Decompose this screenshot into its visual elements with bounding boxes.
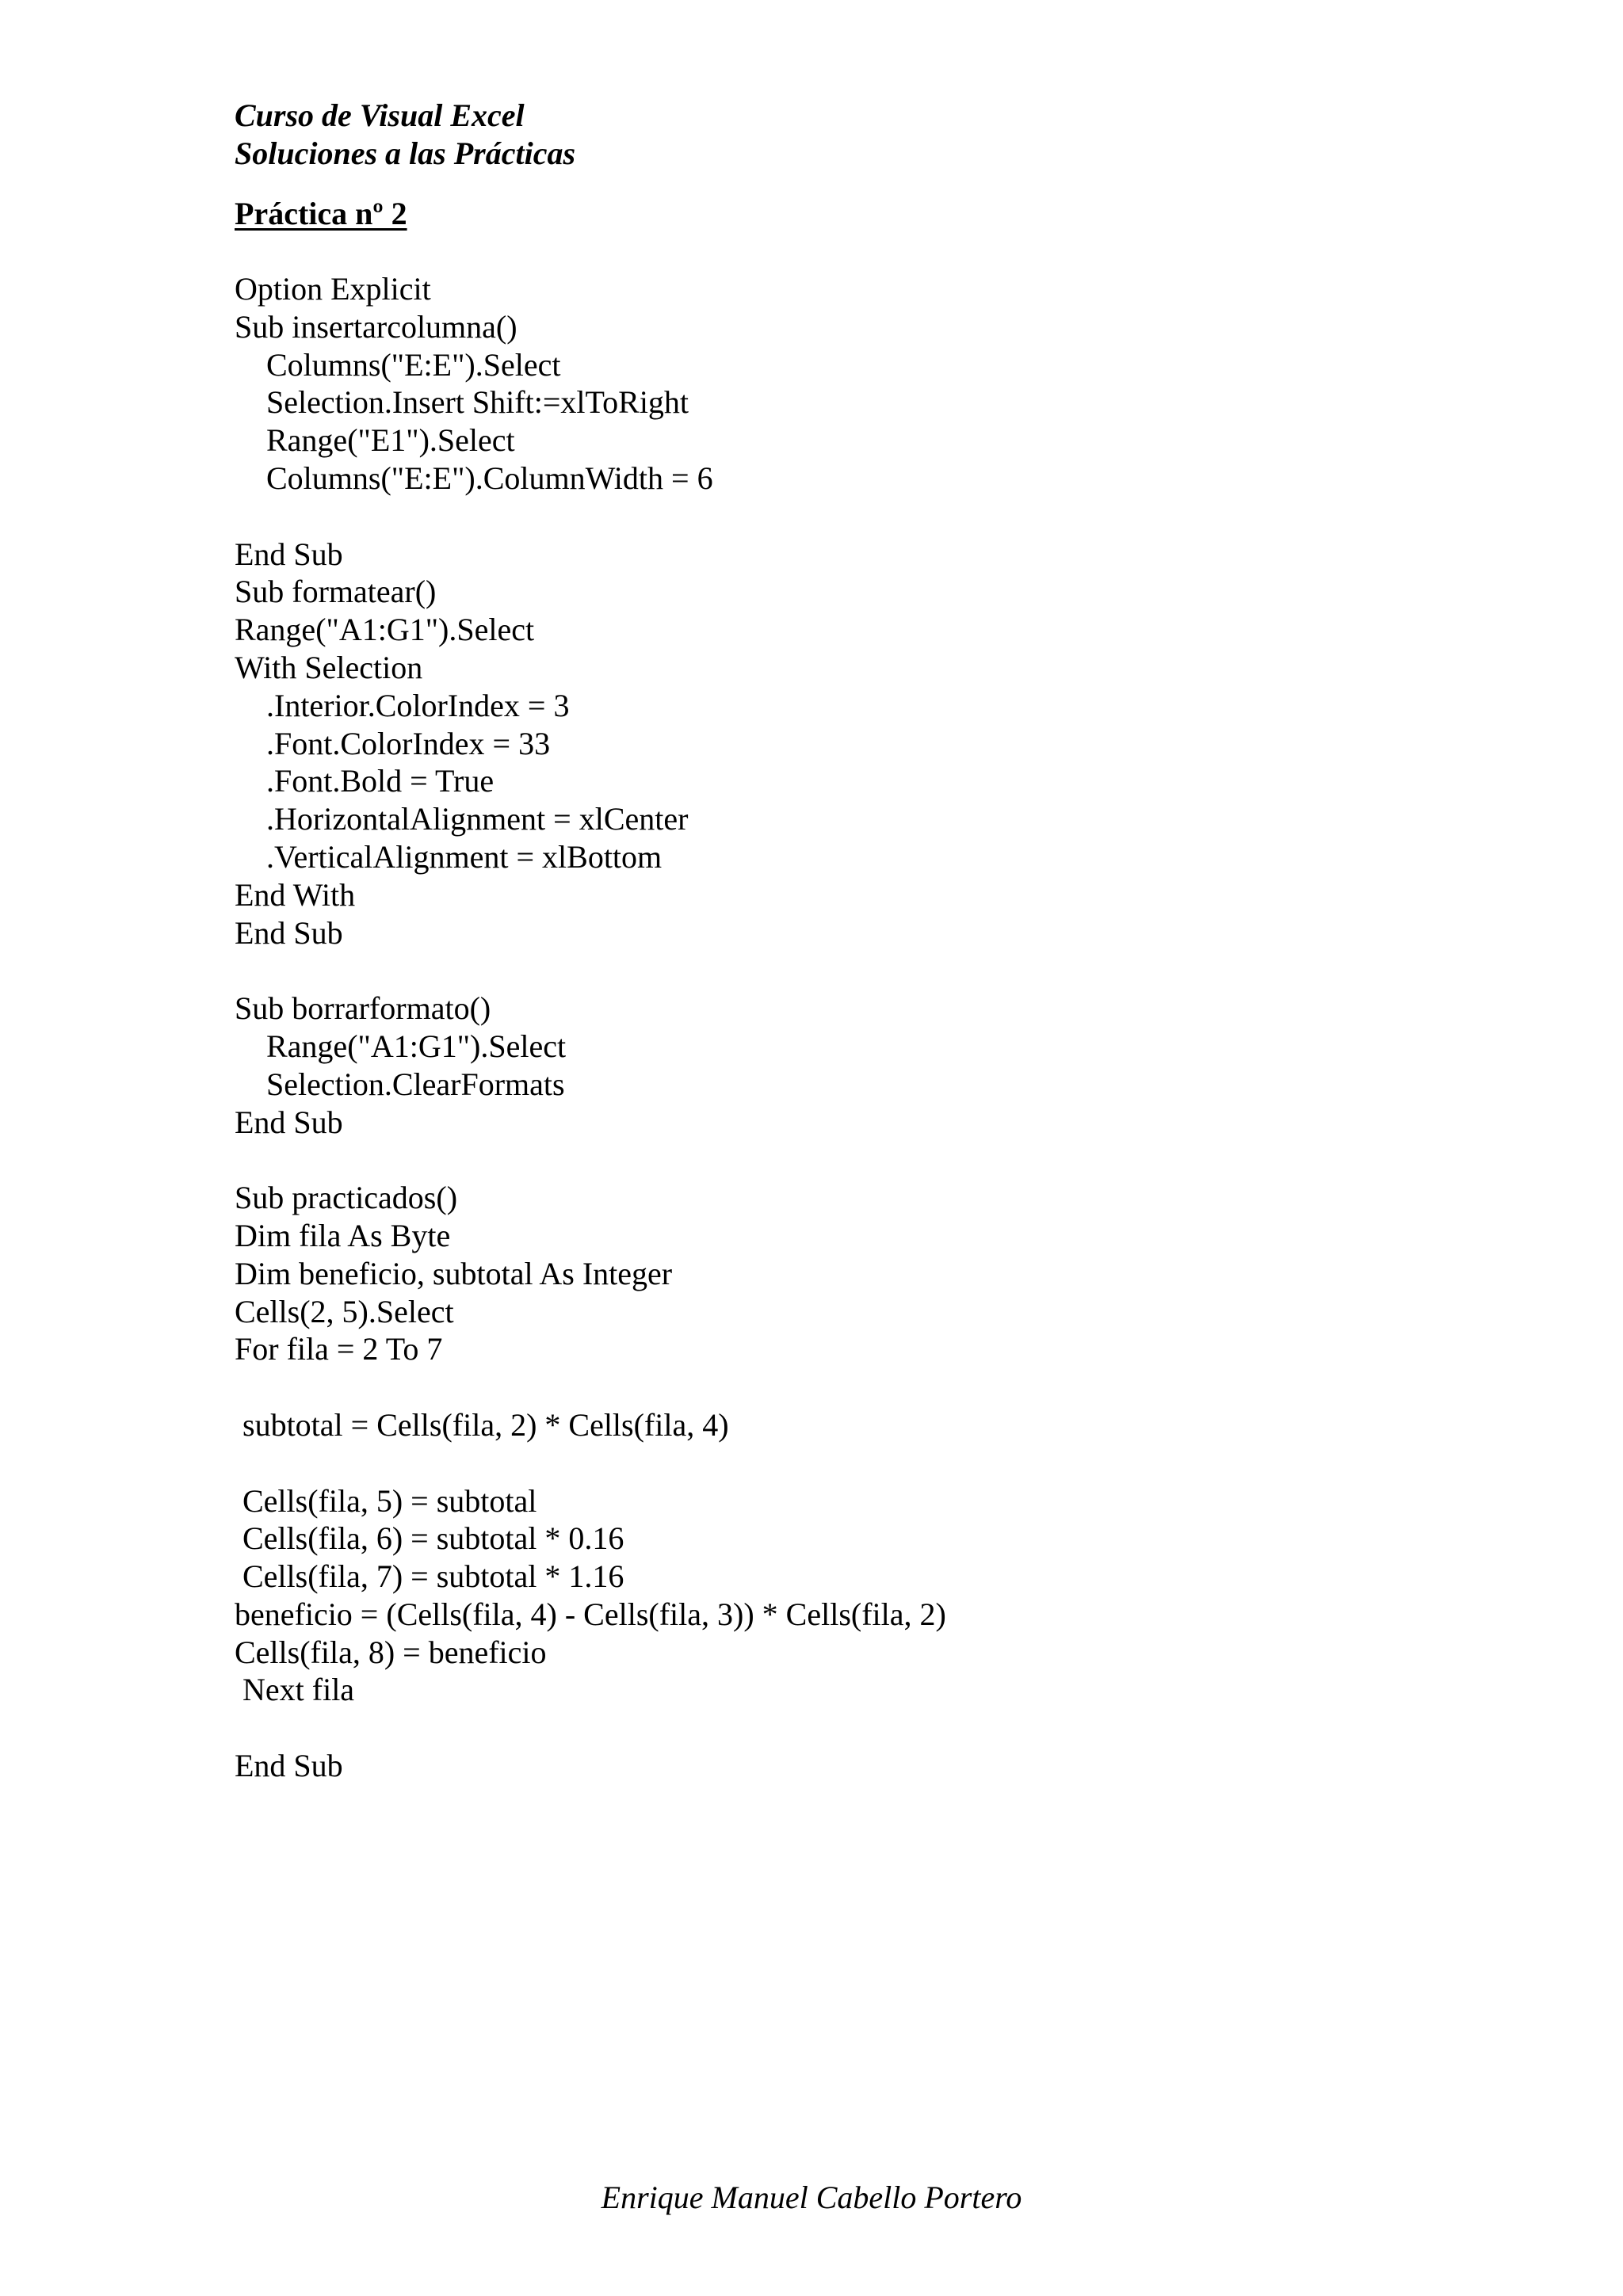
code-line: For fila = 2 To 7 — [235, 1331, 443, 1367]
code-line: Next fila — [235, 1672, 355, 1708]
code-line: .Font.ColorIndex = 33 — [235, 725, 551, 761]
code-line: Sub insertarcolumna() — [235, 308, 517, 345]
code-line — [235, 1444, 946, 1482]
code-line: Cells(fila, 6) = subtotal * 0.16 — [235, 1520, 624, 1557]
code-line: With Selection — [235, 649, 423, 685]
code-line — [235, 1368, 946, 1406]
code-line: Range("E1").Select — [235, 422, 515, 459]
code-line: Sub formatear() — [235, 574, 437, 610]
code-line: subtotal = Cells(fila, 2) * Cells(fila, 4) — [235, 1406, 729, 1443]
section-title: Práctica nº 2 — [235, 196, 407, 231]
course-subtitle: Soluciones a las Prácticas — [235, 135, 576, 171]
code-line: End With — [235, 876, 356, 913]
code-line: beneficio = (Cells(fila, 4) - Cells(fila, 3)) * Cells(fila, 2) — [235, 1596, 946, 1632]
code-line: .HorizontalAlignment = xlCenter — [235, 801, 689, 837]
code-line — [235, 498, 946, 536]
code-line: Dim beneficio, subtotal As Integer — [235, 1255, 673, 1291]
code-line: Columns("E:E").Select — [235, 346, 561, 383]
code-line: Range("A1:G1").Select — [235, 1028, 567, 1064]
code-line: Cells(2, 5).Select — [235, 1293, 454, 1329]
code-line — [235, 952, 946, 990]
code-line: Sub borrarformato() — [235, 990, 491, 1027]
code-line: .VerticalAlignment = xlBottom — [235, 838, 663, 875]
code-line: End Sub — [235, 1748, 343, 1784]
code-line: Dim fila As Byte — [235, 1217, 451, 1253]
code-line: Selection.Insert Shift:=xlToRight — [235, 384, 689, 421]
code-line: End Sub — [235, 1104, 343, 1140]
course-title: Curso de Visual Excel — [235, 97, 525, 133]
code-line — [235, 1141, 946, 1179]
code-line: Cells(fila, 7) = subtotal * 1.16 — [235, 1558, 624, 1595]
code-line: Range("A1:G1").Select — [235, 612, 535, 648]
code-line: .Font.Bold = True — [235, 763, 495, 799]
code-line: Sub practicados() — [235, 1180, 458, 1216]
code-line: .Interior.ColorIndex = 3 — [235, 687, 570, 723]
code-line: Selection.ClearFormats — [235, 1066, 565, 1102]
code-line: Cells(fila, 5) = subtotal — [235, 1482, 537, 1519]
code-line: Columns("E:E").ColumnWidth = 6 — [235, 460, 713, 496]
code-listing — [235, 270, 946, 1785]
document-header — [235, 97, 575, 173]
code-line: Option Explicit — [235, 271, 431, 307]
code-line — [235, 1709, 946, 1747]
code-line: Cells(fila, 8) = beneficio — [235, 1634, 547, 1670]
code-line: End Sub — [235, 914, 343, 951]
author-footer: Enrique Manuel Cabello Portero — [601, 2180, 1022, 2215]
code-line: End Sub — [235, 536, 343, 572]
